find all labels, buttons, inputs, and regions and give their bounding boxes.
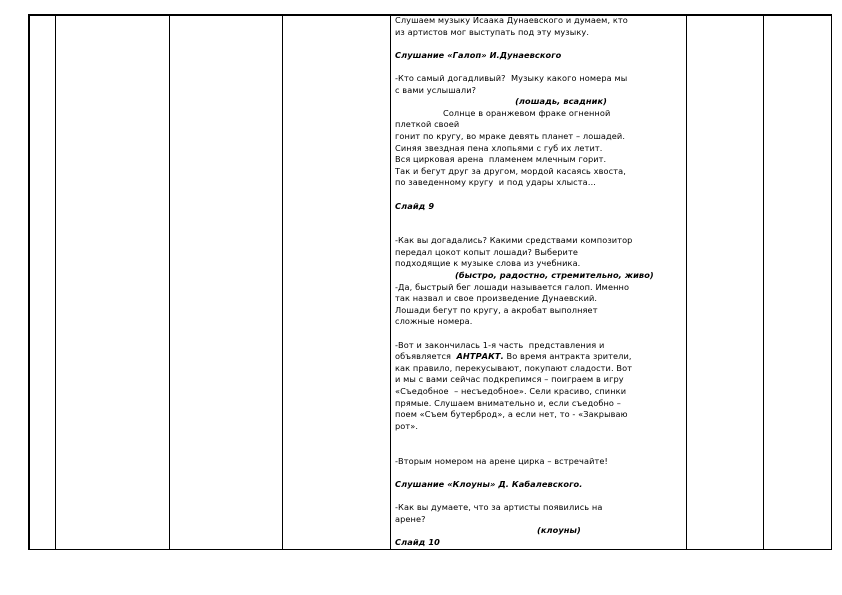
- poem-line: Вся цирковая арена пламенем млечным горит.: [395, 154, 607, 165]
- answer-hint: (клоуны): [537, 525, 581, 536]
- slide-label: Слайд 9: [395, 200, 435, 211]
- question-line: -Как вы думаете, что за артисты появились на: [395, 501, 603, 512]
- text-line: рот».: [395, 420, 419, 431]
- lesson-text-cell: [395, 15, 685, 548]
- poem-line: плеткой своей: [395, 119, 460, 130]
- text-line: как правило, перекусывают, покупают сладости. Вот: [395, 362, 633, 373]
- answer-hint: (лошадь, всадник): [515, 96, 607, 107]
- poem-line: гонит по кругу, во мраке девять планет – лошадей.: [395, 130, 626, 141]
- text-line: из артистов мог выступать под эту музыку.: [395, 26, 590, 37]
- text-line: Слушаем музыку Исаака Дунаевского и думаем, кто: [395, 15, 628, 25]
- table-column-border: [169, 14, 170, 550]
- text-line: -Да, быстрый бег лошади называется галоп. Именно: [395, 281, 630, 292]
- text-fragment: объявляется: [395, 351, 457, 362]
- text-line: «Съедобное – несъедобное». Сели красиво, спинки: [395, 386, 627, 396]
- listening-heading: Слушание «Клоуны» Д. Кабалевского.: [395, 478, 583, 489]
- text-line: и мы с вами сейчас подкрепимся – поиграем в игру: [395, 374, 624, 385]
- text-line: [395, 351, 685, 363]
- poem-line: Так и бегут друг за другом, мордой касаясь хвоста,: [395, 165, 626, 176]
- text-line: Лошади бегут по кругу, а акробат выполняет: [395, 304, 598, 315]
- listening-heading: Слушание «Галоп» И.Дунаевского: [395, 49, 562, 60]
- answer-hint: (быстро, радостно, стремительно, живо): [455, 270, 654, 281]
- text-line: поем «Съем бутерброд», а если нет, то - «Закрываю: [395, 409, 628, 420]
- question-line: передал цокот копыт лошади? Выберите: [395, 246, 578, 257]
- table-column-border: [390, 14, 391, 550]
- poem-line: Синяя звездная пена хлопьями с губ их летит.: [395, 142, 603, 153]
- question-line: с вами услышали?: [395, 84, 477, 95]
- text-line: прямые. Слушаем внимательно и, если съедобно –: [395, 397, 621, 408]
- question-line: подходящие к музыке слова из учебника.: [395, 258, 581, 269]
- table-column-border: [686, 14, 687, 550]
- text-line: сложные номера.: [395, 316, 473, 327]
- question-line: -Кто самый догадливый? Музыку какого номера мы: [395, 72, 628, 83]
- table-column-border: [763, 14, 764, 550]
- text-fragment: Во время антракта зрители,: [503, 351, 632, 362]
- text-line: -Вот и закончилась 1-я часть представления и: [395, 339, 605, 350]
- table-column-border: [28, 14, 30, 550]
- slide-label: Слайд 10: [395, 536, 440, 547]
- text-line: так назвал и свое произведение Дунаевский.: [395, 293, 598, 304]
- question-line: -Как вы догадались? Какими средствами композитор: [395, 235, 633, 246]
- poem-line: по заведенному кругу и под удары хлыста…: [395, 177, 597, 188]
- question-line: арене?: [395, 513, 426, 524]
- table-bottom-border: [28, 549, 832, 551]
- text-line: -Вторым номером на арене цирка – встречайте!: [395, 455, 608, 466]
- table-column-border: [831, 14, 833, 550]
- poem-line: Солнце в оранжевом фраке огненной: [443, 107, 611, 118]
- table-column-border: [55, 14, 56, 550]
- intermission-word: АНТРАКТ.: [456, 351, 504, 362]
- table-column-border: [282, 14, 283, 550]
